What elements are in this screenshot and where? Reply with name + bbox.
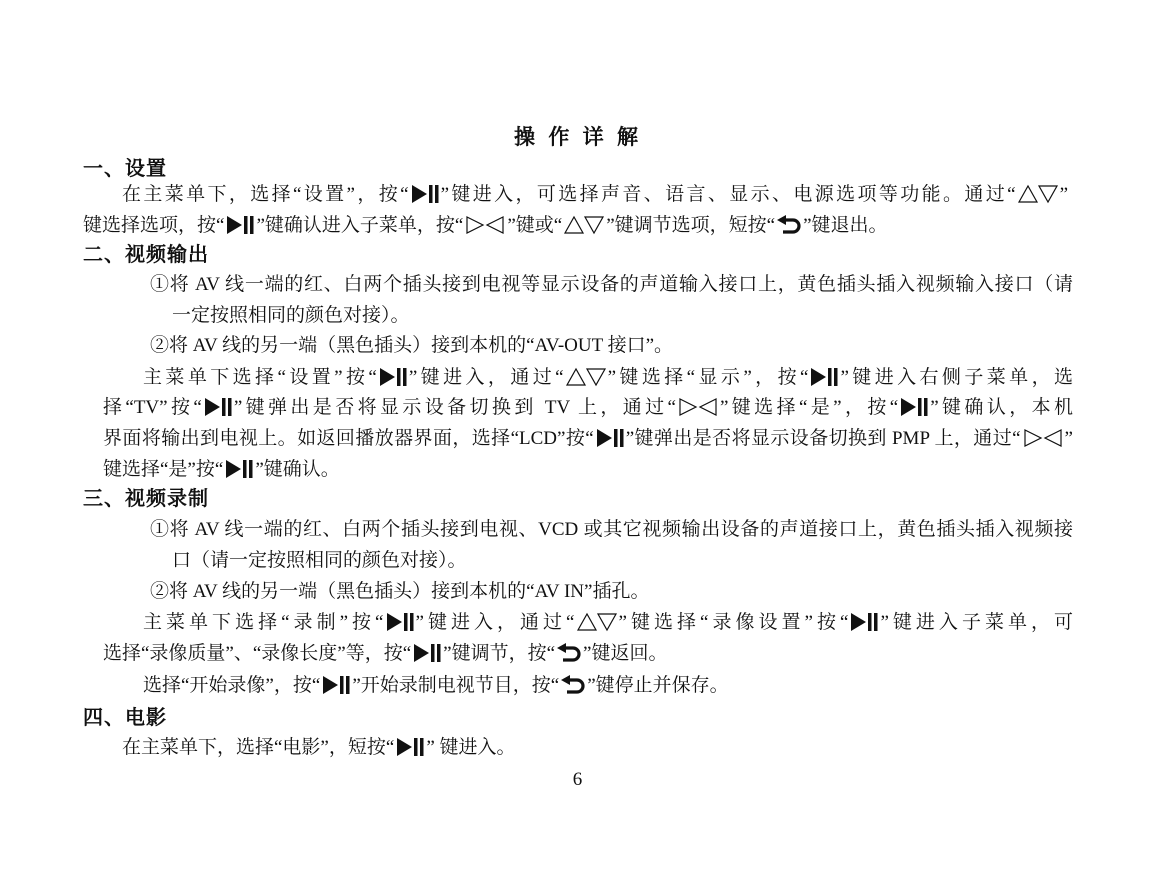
play-pause-icon: [595, 428, 625, 448]
play-pause-icon: [809, 367, 839, 387]
play-pause-icon: [412, 643, 442, 663]
play-pause-icon: [385, 612, 415, 632]
text-run: ”键确认。: [255, 459, 340, 480]
paragraph-line: [143, 611, 1073, 635]
paragraph-line: [103, 642, 667, 666]
section-heading: 二、视频输出: [83, 242, 209, 266]
text-run: 界面将输出到电视上。如返回播放器界面，选择“LCD”按“: [103, 428, 594, 449]
section-heading: 三、视频录制: [83, 486, 209, 510]
text-run: ”: [1059, 184, 1068, 205]
up-down-icon: [563, 215, 605, 235]
up-down-icon: [576, 612, 618, 632]
return-icon: [776, 215, 802, 235]
text-run: ”键停止并保存。: [587, 675, 729, 696]
text-run: ①将 AV 线一端的红、白两个插头接到电视等显示设备的声道输入接口上，黄色插头插入视频输入接口（请: [150, 274, 1073, 295]
text-run: 选择“开始录像”，按“: [143, 675, 321, 696]
text-run: 主菜单下选择“设置”按“: [143, 367, 377, 388]
text-run: ”键返回。: [583, 643, 668, 664]
text-run: ”键或“: [507, 215, 563, 236]
paragraph-line: [103, 396, 1073, 420]
text-run: ”键退出。: [803, 215, 888, 236]
up-down-icon: [565, 367, 607, 387]
text-run: ”键弹出是否将显示设备切换到 TV 上，通过“: [233, 397, 676, 418]
text-run: ”键进入，可选择声音、语言、显示、电源选项等功能。通过“: [440, 184, 1016, 205]
paragraph-line: [150, 273, 1073, 297]
text-run: ”开始录制电视节目，按“: [352, 675, 560, 696]
play-pause-icon: [203, 397, 233, 417]
text-run: 在主菜单下，选择“设置”，按“: [122, 184, 409, 205]
paragraph-line: [122, 183, 1068, 207]
up-down-icon: [1017, 184, 1059, 204]
right-left-icon: [1022, 428, 1064, 448]
play-pause-icon: [225, 215, 255, 235]
paragraph-line: [150, 580, 649, 604]
text-run: ”: [1064, 428, 1073, 449]
page-title: 操 作 详 解: [514, 125, 641, 149]
section-heading: 四、电影: [83, 705, 167, 729]
paragraph-line: [103, 458, 340, 482]
text-run: ”键选择“是”，按“: [719, 397, 899, 418]
text-run: ” 键进入。: [426, 737, 516, 758]
paragraph-line: [103, 427, 1073, 451]
text-run: 键选择选项，按“: [83, 215, 225, 236]
play-pause-icon: [849, 612, 879, 632]
text-run: 在主菜单下，选择“电影”，短按“: [122, 737, 395, 758]
text-run: 键选择“是”按“: [103, 459, 224, 480]
text-run: ”键确认进入子菜单，按“: [256, 215, 464, 236]
text-run: 主菜单下选择“录制”按“: [143, 612, 384, 633]
return-icon: [560, 675, 586, 695]
text-run: ”键选择“显示”，按“: [607, 367, 809, 388]
text-run: ②将 AV 线的另一端（黑色插头）接到本机的“AV IN”插孔。: [150, 581, 650, 602]
paragraph-line: [172, 304, 410, 328]
return-icon: [556, 643, 582, 663]
paragraph-line: [143, 366, 1073, 390]
right-left-icon: [677, 397, 719, 417]
text-run: 选择“录像质量”、“录像长度”等，按“: [103, 643, 412, 664]
paragraph-line: [150, 518, 1073, 542]
play-pause-icon: [899, 397, 929, 417]
text-run: 择“TV”按“: [103, 397, 202, 418]
text-run: ”键进入右侧子菜单，选: [840, 367, 1073, 388]
text-run: ”键选择“录像设置”按“: [618, 612, 849, 633]
play-pause-icon: [321, 675, 351, 695]
right-left-icon: [464, 215, 506, 235]
paragraph-line: [143, 674, 729, 698]
paragraph-line: [172, 549, 467, 573]
text-run: ①将 AV 线一端的红、白两个插头接到电视、VCD 或其它视频输出设备的声道接口上，黄色插头插入视频接: [150, 519, 1073, 540]
text-run: 一定按照相同的颜色对接）。: [172, 305, 410, 326]
text-run: ”键进入子菜单，可: [880, 612, 1074, 633]
play-pause-icon: [224, 459, 254, 479]
paragraph-line: [150, 334, 673, 358]
play-pause-icon: [378, 367, 408, 387]
text-run: ”键进入，通过“: [408, 367, 564, 388]
text-run: ”键进入，通过“: [415, 612, 575, 633]
paragraph-line: [122, 736, 516, 760]
text-run: ”键调节选项，短按“: [606, 215, 776, 236]
play-pause-icon: [395, 737, 425, 757]
play-pause-icon: [410, 184, 440, 204]
paragraph-line: [83, 214, 888, 238]
text-run: ②将 AV 线的另一端（黑色插头）接到本机的“AV-OUT 接口”。: [150, 335, 674, 356]
text-run: ”键调节，按“: [443, 643, 556, 664]
text-run: ”键确认，本机: [930, 397, 1073, 418]
page-number: 6: [572, 769, 583, 790]
text-run: 口（请一定按照相同的颜色对接）。: [172, 550, 467, 571]
text-run: ”键弹出是否将显示设备切换到 PMP 上，通过“: [625, 428, 1021, 449]
section-heading: 一、设置: [83, 156, 167, 180]
